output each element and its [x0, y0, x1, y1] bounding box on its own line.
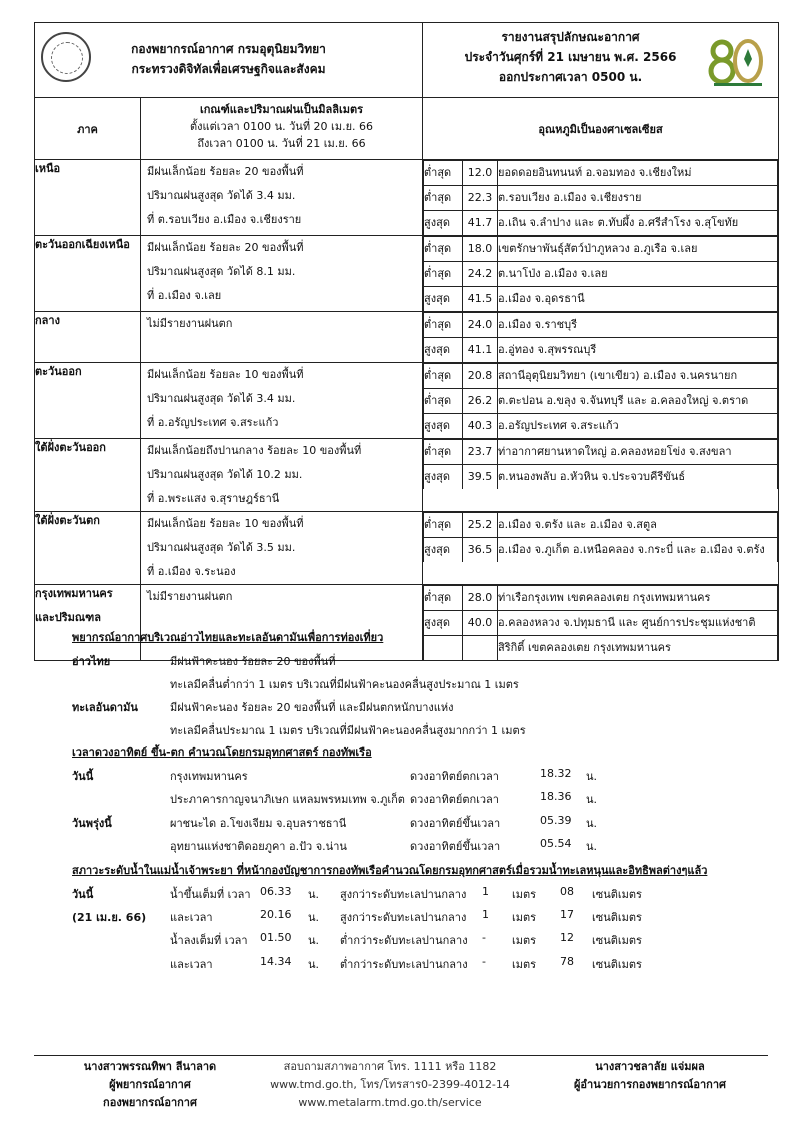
temp-kind: ต่ำสุด [424, 440, 463, 465]
tide-cm: 78 [560, 955, 574, 968]
gulf-label: อ่าวไทย [72, 655, 111, 668]
rain-title: เกณฑ์และปริมาณฝนเป็นมิลลิเมตร [199, 103, 364, 116]
temp-kind: ต่ำสุด [424, 313, 463, 338]
region-name [35, 439, 141, 512]
col-region-header: ภาค [35, 98, 141, 160]
director-role: ผู้อำนวยการกองพยากรณ์อากาศ [573, 1078, 726, 1091]
tide-meter: - [482, 931, 486, 944]
sun-event: ดวงอาทิตย์ตกเวลา [410, 770, 499, 783]
rain-line: ไม่มีรายงานฝนตก [147, 590, 233, 603]
region-row [35, 363, 779, 439]
footer-forecaster [60, 1058, 240, 1112]
rain-line: ที่ อ.เมือง จ.เลย [147, 289, 222, 302]
region-name-line: ใต้ฝั่งตะวันออก [35, 441, 106, 454]
forecaster-role: ผู้พยากรณ์อากาศ [109, 1078, 191, 1091]
temp-cell [423, 160, 779, 236]
region-name-line: กรุงเทพมหานคร [35, 587, 113, 600]
region-row [35, 439, 779, 512]
tide-time-unit: น. [308, 934, 320, 947]
temp-place: ต.ตะปอน อ.ขลุง จ.จันทบุรี และ อ.คลองใหญ่ จ.ตราด [498, 389, 778, 414]
tide-time-unit: น. [308, 958, 320, 971]
tide-time-unit: น. [308, 911, 320, 924]
sun-title: เวลาดวงอาทิตย์ ขึ้น-ตก คำนวณโดยกรมอุทกศาสตร์ กองทัพเรือ [72, 746, 372, 759]
rain-line: ปริมาณฝนสูงสุด วัดได้ 3.4 มม. [147, 392, 296, 405]
sun-unit: น. [586, 793, 598, 806]
rain-line: มีฝนเล็กน้อย ร้อยละ 10 ของพื้นที่ [147, 517, 304, 530]
temp-value: 28.0 [463, 586, 498, 611]
andaman-line-2: ทะเลมีคลื่นประมาณ 1 เมตร บริเวณที่มีฝนฟ้าคะนองคลื่นสูงมากกว่า 1 เมตร [170, 724, 526, 737]
temp-cell [423, 236, 779, 312]
temp-value: 22.3 [463, 186, 498, 211]
temp-kind: ต่ำสุด [424, 364, 463, 389]
sun-place: อุทยานแห่งชาติดอยภูคา อ.ปัว จ.น่าน [170, 840, 347, 853]
temp-value: 20.8 [463, 364, 498, 389]
region-row [35, 512, 779, 585]
contact-service-link[interactable]: www.metalarm.tmd.go.th/service [298, 1096, 482, 1109]
temp-row [424, 287, 778, 312]
temp-value: 26.2 [463, 389, 498, 414]
rain-line: ที่ อ.อรัญประเทศ จ.สระแก้ว [147, 416, 279, 429]
temp-place: อ.เมือง จ.ราชบุรี [498, 313, 778, 338]
tide-time: 06.33 [260, 885, 292, 898]
region-name-line: และปริมณฑล [35, 611, 101, 624]
temp-row [424, 538, 778, 563]
tide-label: และเวลา [170, 958, 213, 971]
rain-cell [141, 160, 423, 236]
tide-meter-unit: เมตร [512, 934, 537, 947]
andaman-label: ทะเลอันดามัน [72, 701, 138, 714]
tide-today-label: วันนี้ [72, 888, 94, 901]
region-name-line: ใต้ฝั่งตะวันตก [35, 514, 100, 527]
region-row [35, 236, 779, 312]
temp-row [424, 513, 778, 538]
tmd-80-years-logo-icon [708, 37, 768, 89]
temp-kind: ต่ำสุด [424, 161, 463, 186]
department-seal-icon [41, 32, 91, 82]
footer-director [540, 1058, 760, 1094]
rain-line: ปริมาณฝนสูงสุด วัดได้ 10.2 มม. [147, 468, 303, 481]
temp-place: ต.หนองพลับ อ.หัวหิน จ.ประจวบคีรีขันธ์ [498, 465, 778, 490]
temp-value: 36.5 [463, 538, 498, 563]
region-row [35, 160, 779, 236]
temp-row [424, 211, 778, 236]
temp-value: 41.1 [463, 338, 498, 363]
tide-meter-unit: เมตร [512, 911, 537, 924]
temp-place: ต.นาโป่ง อ.เมือง จ.เลย [498, 262, 778, 287]
org-line-2: กระทรวงดิจิทัลเพื่อเศรษฐกิจและสังคม [131, 62, 326, 76]
temp-place: อ.อู่ทอง จ.สุพรรณบุรี [498, 338, 778, 363]
temp-kind: ต่ำสุด [424, 586, 463, 611]
tide-label: น้ำขึ้นเต็มที่ เวลา [170, 888, 251, 901]
director-name: นางสาวชลาลัย แจ่มผล [595, 1060, 705, 1073]
header-report-cell [423, 23, 779, 98]
rain-cell [141, 585, 423, 661]
sun-event: ดวงอาทิตย์ตกเวลา [410, 793, 499, 806]
temp-value: 40.0 [463, 611, 498, 636]
temp-value: 41.7 [463, 211, 498, 236]
tide-meter-unit: เมตร [512, 958, 537, 971]
temp-kind: ต่ำสุด [424, 237, 463, 262]
region-name-line: กลาง [35, 314, 60, 327]
temp-row [424, 262, 778, 287]
tide-cm-unit: เซนติเมตร [592, 911, 642, 924]
temp-kind: สูงสุด [424, 414, 463, 439]
temp-row [424, 465, 778, 490]
temp-place: อ.เมือง จ.อุดรธานี [498, 287, 778, 312]
tide-desc: ต่ำกว่าระดับทะเลปานกลาง [340, 934, 468, 947]
footer-divider [34, 1055, 768, 1056]
tide-meter-unit: เมตร [512, 888, 537, 901]
report-title: รายงานสรุปลักษณะอากาศ [501, 30, 640, 44]
temp-kind: สูงสุด [424, 211, 463, 236]
sun-time: 18.36 [540, 790, 572, 803]
temp-place: ท่าอากาศยานหาดใหญ่ อ.คลองหอยโข่ง จ.สงขลา [498, 440, 778, 465]
rain-line: ปริมาณฝนสูงสุด วัดได้ 8.1 มม. [147, 265, 296, 278]
temp-place: ยอดดอยอินทนนท์ อ.จอมทอง จ.เชียงใหม่ [498, 161, 778, 186]
rain-from: ตั้งแต่เวลา 0100 น. วันที่ 20 เม.ย. 66 [190, 120, 373, 133]
tide-time-unit: น. [308, 888, 320, 901]
tide-title: สภาวะระดับน้ำในแม่น้ำเจ้าพระยา ที่หน้ากองบัญชาการกองทัพเรือคำนวณโดยกรมอุทกศาสตร์เมื่อรวมน้ำทะเลหนุนและอิทธิพลต่างๆแล้ว [72, 864, 708, 877]
temp-row [424, 389, 778, 414]
tide-cm-unit: เซนติเมตร [592, 958, 642, 971]
footer-contact [260, 1058, 520, 1112]
tide-label: และเวลา [170, 911, 213, 924]
tide-label: น้ำลงเต็มที่ เวลา [170, 934, 248, 947]
region-row [35, 312, 779, 363]
rain-line: ปริมาณฝนสูงสุด วัดได้ 3.5 มม. [147, 541, 296, 554]
temp-value [463, 636, 498, 661]
temp-place: สิริกิติ์ เขตคลองเตย กรุงเทพมหานคร [498, 636, 778, 661]
rain-cell [141, 363, 423, 439]
andaman-line-1: มีฝนฟ้าคะนอง ร้อยละ 20 ของพื้นที่ และมีฝนตกหนักบางแห่ง [170, 701, 454, 714]
temp-place: อ.เมือง จ.ภูเก็ต อ.เหนือคลอง จ.กระบี่ และ อ.เมือง จ.ตรัง [498, 538, 778, 563]
region-rows [35, 160, 779, 661]
sun-tomorrow-label: วันพรุ่งนี้ [72, 817, 112, 830]
temp-place: อ.เมือง จ.ตรัง และ อ.เมือง จ.สตูล [498, 513, 778, 538]
tide-date-label: (21 เม.ย. 66) [72, 911, 147, 924]
tide-meter: 1 [482, 908, 489, 921]
temp-value: 24.2 [463, 262, 498, 287]
header-org-cell [35, 23, 423, 98]
rain-to: ถึงเวลา 0100 น. วันที่ 21 เม.ย. 66 [197, 137, 366, 150]
rain-line: มีฝนเล็กน้อยถึงปานกลาง ร้อยละ 10 ของพื้นที่ [147, 444, 362, 457]
tide-cm-unit: เซนติเมตร [592, 934, 642, 947]
col-rain-header [141, 98, 423, 160]
rain-cell [141, 236, 423, 312]
temp-value: 24.0 [463, 313, 498, 338]
temp-place: อ.อรัญประเทศ จ.สระแก้ว [498, 414, 778, 439]
sun-event: ดวงอาทิตย์ขึ้นเวลา [410, 840, 501, 853]
region-name [35, 160, 141, 236]
temp-place: อ.คลองหลวง จ.ปทุมธานี และ ศูนย์การประชุมแห่งชาติ [498, 611, 778, 636]
rain-line: ไม่มีรายงานฝนตก [147, 317, 233, 330]
temp-kind: สูงสุด [424, 538, 463, 563]
temp-row [424, 338, 778, 363]
sun-today-label: วันนี้ [72, 770, 94, 783]
temp-value: 41.5 [463, 287, 498, 312]
temp-kind: ต่ำสุด [424, 389, 463, 414]
sun-unit: น. [586, 817, 598, 830]
marine-title: พยากรณ์อากาศบริเวณอ่าวไทยและทะเลอันดามันเพื่อการท่องเที่ยว [72, 631, 384, 644]
temp-row [424, 611, 778, 636]
tide-cm: 17 [560, 908, 574, 921]
temp-kind [424, 636, 463, 661]
temp-place: ต.รอบเวียง อ.เมือง จ.เชียงราย [498, 186, 778, 211]
temp-row [424, 364, 778, 389]
org-line-1: กองพยากรณ์อากาศ กรมอุตุนิยมวิทยา [131, 42, 326, 56]
tide-cm-unit: เซนติเมตร [592, 888, 642, 901]
rain-line: มีฝนเล็กน้อย ร้อยละ 20 ของพื้นที่ [147, 241, 304, 254]
tide-cm: 08 [560, 885, 574, 898]
rain-cell [141, 439, 423, 512]
region-name [35, 312, 141, 363]
sun-unit: น. [586, 770, 598, 783]
sun-place: กรุงเทพมหานคร [170, 770, 248, 783]
rain-line: ที่ อ.เมือง จ.ระนอง [147, 565, 236, 578]
region-name-line: เหนือ [35, 162, 61, 175]
rain-cell [141, 312, 423, 363]
temp-cell [423, 312, 779, 363]
temp-kind: ต่ำสุด [424, 513, 463, 538]
sun-unit: น. [586, 840, 598, 853]
temp-place: สถานีอุตุนิยมวิทยา (เขาเขียว) อ.เมือง จ.นครนายก [498, 364, 778, 389]
sun-event: ดวงอาทิตย์ขึ้นเวลา [410, 817, 501, 830]
region-name [35, 236, 141, 312]
temp-kind: ต่ำสุด [424, 186, 463, 211]
tide-time: 14.34 [260, 955, 292, 968]
tide-desc: สูงกว่าระดับทะเลปานกลาง [340, 888, 467, 901]
region-row [35, 585, 779, 661]
temp-value: 18.0 [463, 237, 498, 262]
forecaster-name: นางสาวพรรณทิพา ลีนาลาด [83, 1060, 217, 1073]
sun-time: 18.32 [540, 767, 572, 780]
temp-row [424, 313, 778, 338]
temp-row [424, 586, 778, 611]
rain-line: มีฝนเล็กน้อย ร้อยละ 20 ของพื้นที่ [147, 165, 304, 178]
rain-line: มีฝนเล็กน้อย ร้อยละ 10 ของพื้นที่ [147, 368, 304, 381]
tide-time: 01.50 [260, 931, 292, 944]
weather-summary-table [34, 22, 779, 661]
contact-website[interactable]: www.tmd.go.th, โทร/โทรสาร0-2399-4012-14 [270, 1078, 510, 1091]
forecaster-org: กองพยากรณ์อากาศ [103, 1096, 197, 1109]
report-time: ออกประกาศเวลา 0500 น. [498, 70, 643, 84]
temp-row [424, 237, 778, 262]
temp-cell [423, 363, 779, 439]
region-name [35, 512, 141, 585]
temp-cell [423, 585, 779, 661]
tide-time: 20.16 [260, 908, 292, 921]
contact-phone: สอบถามสภาพอากาศ โทร. 1111 หรือ 1182 [283, 1060, 497, 1073]
report-date: ประจำวันศุกร์ที่ 21 เมษายน พ.ศ. 2566 [464, 50, 677, 64]
tide-desc: ต่ำกว่าระดับทะเลปานกลาง [340, 958, 468, 971]
temp-row [424, 636, 778, 661]
temp-row [424, 440, 778, 465]
temp-value: 12.0 [463, 161, 498, 186]
tide-meter: 1 [482, 885, 489, 898]
sun-place: ผาชนะได อ.โขงเจียม จ.อุบลราชธานี [170, 817, 347, 830]
region-name [35, 363, 141, 439]
sun-time: 05.54 [540, 837, 572, 850]
gulf-line-2: ทะเลมีคลื่นต่ำกว่า 1 เมตร บริเวณที่มีฝนฟ้าคะนองคลื่นสูงประมาณ 1 เมตร [170, 678, 519, 691]
col-temp-header: อุณหภูมิเป็นองศาเซลเซียส [423, 98, 779, 160]
temp-place: ท่าเรือกรุงเทพ เขตคลองเตย กรุงเทพมหานคร [498, 586, 778, 611]
temp-cell [423, 512, 779, 585]
temp-row [424, 186, 778, 211]
tide-desc: สูงกว่าระดับทะเลปานกลาง [340, 911, 467, 924]
temp-kind: ต่ำสุด [424, 262, 463, 287]
temp-kind: สูงสุด [424, 611, 463, 636]
tide-cm: 12 [560, 931, 574, 944]
temp-value: 40.3 [463, 414, 498, 439]
rain-line: ปริมาณฝนสูงสุด วัดได้ 3.4 มม. [147, 189, 296, 202]
temp-kind: สูงสุด [424, 338, 463, 363]
region-name-line: ตะวันออกเฉียงเหนือ [35, 238, 130, 251]
sun-time: 05.39 [540, 814, 572, 827]
temp-value: 39.5 [463, 465, 498, 490]
temp-cell [423, 439, 779, 512]
sun-place: ประภาคารกาญจนาภิเษก แหลมพรหมเทพ จ.ภูเก็ต [170, 793, 405, 806]
temp-row [424, 161, 778, 186]
temp-value: 25.2 [463, 513, 498, 538]
gulf-line-1: มีฝนฟ้าคะนอง ร้อยละ 20 ของพื้นที่ [170, 655, 336, 668]
temp-kind: สูงสุด [424, 287, 463, 312]
region-name [35, 585, 141, 661]
region-name-line: ตะวันออก [35, 365, 82, 378]
temp-place: อ.เถิน จ.ลำปาง และ ต.ทับผึ้ง อ.ศรีสำโรง จ.สุโขทัย [498, 211, 778, 236]
rain-line: ที่ อ.พระแสง จ.สุราษฎร์ธานี [147, 492, 280, 505]
temp-place: เขตรักษาพันธุ์สัตว์ป่าภูหลวง อ.ภูเรือ จ.เลย [498, 237, 778, 262]
rain-cell [141, 512, 423, 585]
temp-value: 23.7 [463, 440, 498, 465]
rain-line: ที่ ต.รอบเวียง อ.เมือง จ.เชียงราย [147, 213, 302, 226]
tide-meter: - [482, 955, 486, 968]
temp-row [424, 414, 778, 439]
temp-kind: สูงสุด [424, 465, 463, 490]
